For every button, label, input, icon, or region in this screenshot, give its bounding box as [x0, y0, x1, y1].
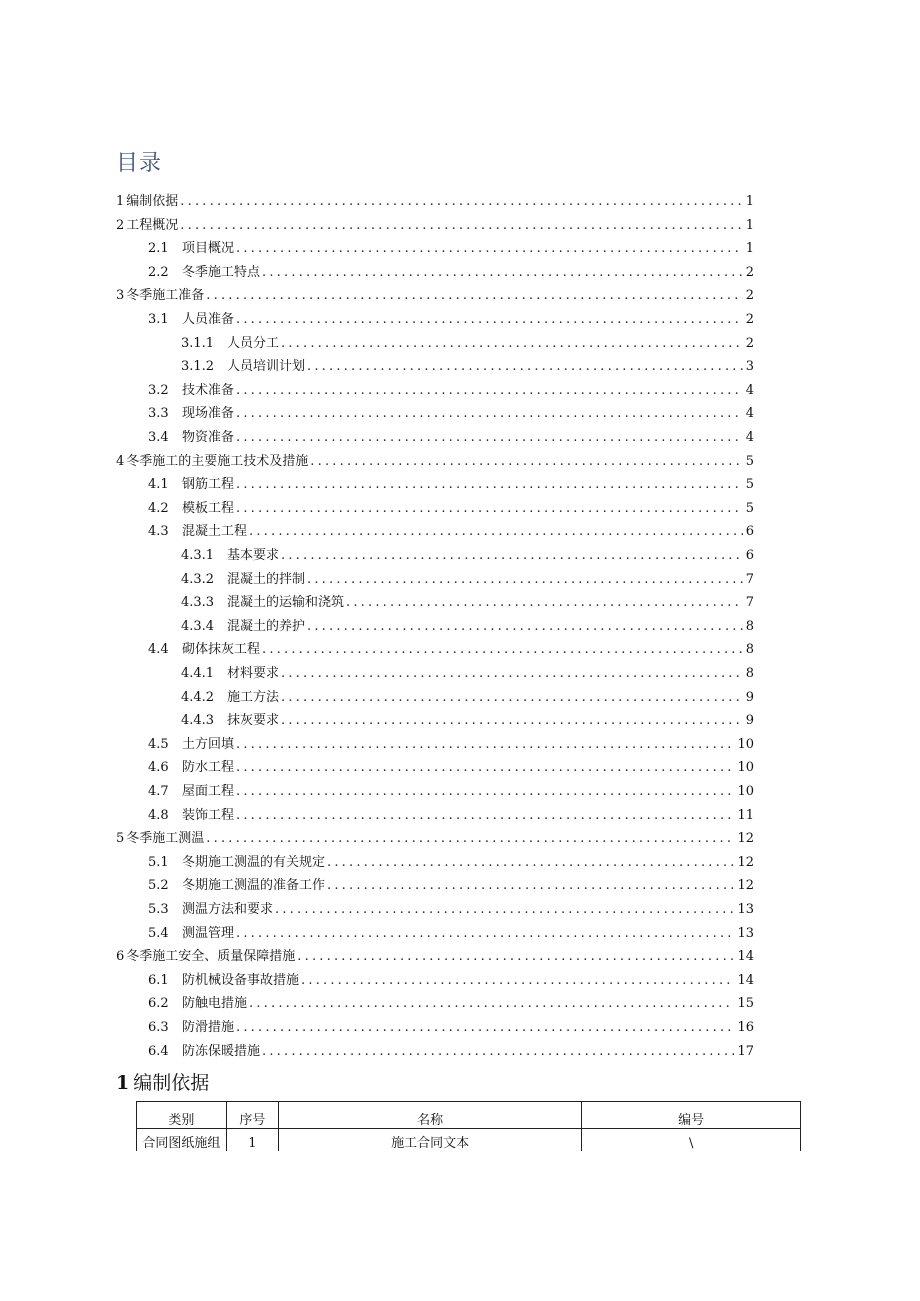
toc-leader-dots: [281, 548, 743, 564]
toc-entry-page: 7: [745, 571, 754, 587]
toc-entry-number: 4.3.2: [181, 571, 215, 587]
section-heading: [116, 1068, 209, 1095]
toc-entry-number: 4.2: [148, 500, 169, 516]
toc-entry[interactable]: [148, 1040, 754, 1060]
toc-entry[interactable]: [181, 686, 754, 706]
toc-entry[interactable]: [148, 426, 754, 446]
toc-entry-number: 4: [116, 453, 125, 469]
toc-entry[interactable]: [148, 733, 754, 753]
toc-entry-number: 3.1.2: [181, 359, 215, 375]
toc-entry-number: 3: [116, 288, 125, 304]
toc-entry-page: 2: [745, 264, 754, 280]
toc-entry-page: 11: [737, 807, 754, 823]
toc-entry-number: 5: [116, 831, 125, 847]
toc-entry-page: 4: [745, 406, 754, 422]
toc-leader-dots: [236, 430, 743, 446]
toc-entry-label: 防触电措施: [182, 996, 248, 1012]
table-cell-category: 合同图纸施组: [137, 1129, 227, 1152]
toc-entry[interactable]: [148, 1016, 754, 1036]
toc-entry-number: 6.4: [148, 1043, 169, 1059]
toc-entry[interactable]: [181, 355, 754, 375]
toc-entry[interactable]: [181, 709, 754, 729]
toc-entry-number: 6.3: [148, 1020, 169, 1035]
toc-leader-dots: [262, 1044, 734, 1060]
toc-leader-dots: [236, 312, 743, 328]
toc-entry-page: 2: [745, 335, 754, 351]
section-title: 编制依据: [133, 1072, 210, 1094]
toc-entry[interactable]: [148, 969, 754, 989]
toc-entry-label: 现场准备: [182, 406, 235, 422]
toc-leader-dots: [281, 713, 743, 729]
toc-entry-label: 防冻保暖措施: [182, 1043, 261, 1059]
toc-entry-label: 技术准备: [182, 382, 235, 398]
toc-entry[interactable]: [148, 780, 754, 800]
toc-entry-number: 2: [116, 217, 125, 233]
table-header-name: 名称: [278, 1102, 582, 1129]
toc-leader-dots: [236, 477, 743, 493]
toc-entry[interactable]: [148, 874, 754, 894]
toc-entry-page: 14: [737, 949, 754, 965]
toc-leader-dots: [236, 926, 734, 942]
toc-entry-label: 冬期施工测温的准备工作: [182, 878, 326, 894]
section-number: 1: [116, 1072, 130, 1094]
toc-entry-page: 10: [737, 736, 754, 752]
toc-entry-page: 10: [737, 760, 754, 776]
toc-leader-dots: [297, 949, 734, 965]
toc-entry-page: 13: [737, 902, 754, 917]
toc-entry-number: 1: [116, 194, 125, 209]
toc-entry[interactable]: [148, 638, 754, 658]
toc-entry[interactable]: [148, 261, 754, 281]
toc-entry[interactable]: [148, 473, 754, 493]
table-header-category: 类别: [137, 1102, 227, 1129]
toc-entry-label: 土方回填: [182, 736, 235, 752]
toc-leader-dots: [307, 619, 743, 635]
toc-entry-page: 2: [745, 288, 754, 304]
toc-entry[interactable]: [116, 284, 754, 304]
toc-entry-page: 12: [737, 878, 754, 894]
toc-entry-label: 防机械设备事故措施: [182, 972, 300, 988]
toc-leader-dots: [236, 406, 743, 422]
toc-entry-label: 冬季施工准备: [126, 288, 205, 304]
toc-entry-label: 测温管理: [182, 925, 235, 941]
toc-entry-label: 模板工程: [182, 500, 235, 516]
toc-entry-label: 冬期施工测温的有关规定: [182, 854, 326, 870]
toc-leader-dots: [236, 241, 743, 257]
toc-entry-page: 1: [745, 241, 754, 257]
table-cell-name: 施工合同文本: [278, 1129, 582, 1152]
toc-entry-page: 17: [737, 1043, 754, 1059]
toc-entry-label: 冬季施工的主要施工技术及措施: [126, 453, 309, 469]
toc-leader-dots: [262, 642, 743, 658]
toc-leader-dots: [236, 760, 734, 776]
toc-leader-dots: [310, 454, 742, 470]
toc-entry[interactable]: [181, 568, 754, 588]
toc-entry-label: 装饰工程: [182, 807, 235, 823]
toc-entry-label: 屋面工程: [182, 784, 235, 799]
toc-entry-label: 混凝土的运输和浇筑: [227, 595, 345, 611]
toc-leader-dots: [262, 265, 743, 281]
toc-entry[interactable]: [116, 190, 754, 210]
toc-entry-number: 3.4: [148, 430, 169, 445]
toc-entry[interactable]: [148, 402, 754, 422]
toc-entry[interactable]: [148, 520, 754, 540]
toc-entry-label: 混凝土工程: [182, 524, 248, 540]
toc-entry-label: 施工方法: [227, 689, 280, 705]
toc-entry-number: 4.7: [148, 784, 169, 799]
toc-entry-number: 4.6: [148, 760, 169, 776]
toc-entry[interactable]: [148, 992, 754, 1012]
toc-entry[interactable]: [181, 591, 754, 611]
toc-leader-dots: [249, 524, 743, 540]
toc-entry-number: 6.1: [148, 972, 169, 988]
table-cell-index: 1: [226, 1129, 278, 1152]
toc-leader-dots: [346, 595, 743, 611]
toc-entry-number: 4.4.1: [181, 666, 215, 681]
toc-entry-page: 12: [737, 831, 754, 847]
toc-entry-number: 4.3.1: [181, 548, 215, 563]
toc-entry[interactable]: [116, 945, 754, 965]
toc-entry[interactable]: [181, 544, 754, 564]
toc-entry-number: 5.4: [148, 925, 169, 941]
toc-entry-number: 6: [116, 949, 125, 965]
toc-entry-label: 砌体抹灰工程: [182, 642, 261, 658]
toc-entry-page: 8: [745, 618, 754, 634]
toc-leader-dots: [236, 784, 734, 800]
toc-entry-label: 混凝土的拌制: [227, 571, 306, 587]
toc-entry-number: 3.1.1: [181, 335, 215, 351]
toc-leader-dots: [206, 831, 734, 847]
toc-entry-page: 8: [745, 666, 754, 681]
toc-entry-page: 10: [737, 784, 754, 799]
toc-leader-dots: [236, 383, 743, 399]
toc-entry-label: 基本要求: [227, 548, 280, 563]
table-row: [137, 1129, 801, 1152]
toc-entry-label: 人员培训计划: [227, 359, 306, 375]
toc-entry[interactable]: [148, 308, 754, 328]
toc-entry-page: 13: [737, 925, 754, 941]
toc-entry-number: 6.2: [148, 996, 169, 1012]
toc-entry-label: 材料要求: [227, 666, 280, 681]
toc-entry-label: 人员分工: [227, 335, 280, 351]
toc-entry-page: 5: [745, 477, 754, 493]
toc-entry[interactable]: [148, 756, 754, 776]
toc-leader-dots: [275, 902, 734, 918]
toc-entry-label: 防滑措施: [182, 1020, 235, 1035]
toc-entry[interactable]: [181, 662, 754, 682]
table-header-code: 编号: [582, 1102, 801, 1129]
toc-entry-page: 5: [745, 500, 754, 516]
toc-leader-dots: [236, 808, 734, 824]
toc-entry-label: 抹灰要求: [227, 713, 280, 729]
toc-entry-number: 4.5: [148, 736, 169, 752]
toc-entry[interactable]: [181, 615, 754, 635]
toc-entry-page: 16: [737, 1020, 754, 1035]
toc-entry-number: 3.1: [148, 312, 169, 327]
toc-entry-page: 5: [745, 453, 754, 469]
toc-entry[interactable]: [148, 379, 754, 399]
toc-leader-dots: [307, 572, 743, 588]
toc-entry-page: 2: [745, 312, 754, 327]
toc-entry-number: 5.2: [148, 878, 169, 894]
toc-entry-page: 9: [745, 689, 754, 705]
toc-entry-number: 5.3: [148, 902, 169, 917]
toc-entry-page: 1: [745, 217, 754, 233]
toc-entry[interactable]: [116, 450, 754, 470]
toc-entry-page: 12: [737, 854, 754, 870]
toc-leader-dots: [180, 194, 742, 210]
toc-entry-page: 4: [745, 382, 754, 398]
toc-entry-number: 4.3: [148, 524, 169, 540]
toc-entry-label: 测温方法和要求: [182, 902, 274, 917]
toc-leader-dots: [281, 666, 743, 682]
toc-entry-number: 2.1: [148, 241, 169, 257]
toc-leader-dots: [249, 996, 734, 1012]
toc-entry-page: 3: [745, 359, 754, 375]
toc-entry[interactable]: [148, 497, 754, 517]
toc-entry-page: 1: [745, 194, 754, 209]
toc-entry-page: 6: [745, 524, 754, 540]
toc-entry-number: 4.3.3: [181, 595, 215, 611]
toc-leader-dots: [281, 336, 743, 352]
toc-title: 目录: [116, 151, 163, 176]
toc-entry-page: 8: [745, 642, 754, 658]
table-header-row: [137, 1102, 801, 1129]
toc-entry-number: 5.1: [148, 854, 169, 870]
toc-leader-dots: [281, 690, 743, 706]
toc-leader-dots: [327, 878, 734, 894]
toc-leader-dots: [236, 501, 743, 517]
toc-entry[interactable]: [116, 214, 754, 234]
toc-entry-page: 15: [737, 996, 754, 1012]
toc-entry-page: 7: [745, 595, 754, 611]
toc-entry-number: 4.4.3: [181, 713, 215, 729]
toc-entry-label: 钢筋工程: [182, 477, 235, 493]
toc-entry-number: 4.4: [148, 642, 169, 658]
toc-leader-dots: [301, 973, 734, 989]
toc-entry-label: 工程概况: [126, 217, 179, 233]
table-cell-code: \: [582, 1129, 801, 1152]
toc-entry[interactable]: [148, 851, 754, 871]
toc-leader-dots: [236, 737, 734, 753]
toc-leader-dots: [236, 1020, 734, 1036]
toc-entry-number: 4.4.2: [181, 689, 215, 705]
toc-entry[interactable]: [116, 827, 754, 847]
table-header-index: 序号: [226, 1102, 278, 1129]
toc-entry-number: 3.3: [148, 406, 169, 422]
toc-leader-dots: [307, 359, 743, 375]
toc-entry-label: 人员准备: [182, 312, 235, 327]
toc-entry-label: 项目概况: [182, 241, 235, 257]
toc-entry-label: 冬季施工特点: [182, 264, 261, 280]
toc-entry[interactable]: [148, 898, 754, 918]
toc-entry-label: 冬季施工安全、质量保障措施: [126, 949, 296, 965]
toc-entry-number: 4.1: [148, 477, 169, 493]
toc-entry[interactable]: [148, 922, 754, 942]
toc-entry-page: 6: [745, 548, 754, 563]
toc-entry-label: 物资准备: [182, 430, 235, 445]
toc-leader-dots: [327, 855, 734, 871]
toc-entry-number: 4.3.4: [181, 618, 215, 634]
toc-leader-dots: [180, 218, 742, 234]
toc-entry-number: 4.8: [148, 807, 169, 823]
toc-entry-page: 9: [745, 713, 754, 729]
toc-entry-page: 4: [745, 430, 754, 445]
toc-entry[interactable]: [148, 237, 754, 257]
toc-entry-label: 防水工程: [182, 760, 235, 776]
toc-entry-label: 冬季施工测温: [126, 831, 205, 847]
basis-table: [136, 1101, 801, 1151]
toc-entry[interactable]: [148, 804, 754, 824]
toc-entry-number: 3.2: [148, 382, 169, 398]
toc-leader-dots: [206, 288, 742, 304]
toc-entry[interactable]: [181, 332, 754, 352]
toc-entry-page: 14: [737, 972, 754, 988]
toc-entry-label: 混凝土的养护: [227, 618, 306, 634]
toc-entry-number: 2.2: [148, 264, 169, 280]
toc-entry-label: 编制依据: [126, 194, 179, 209]
